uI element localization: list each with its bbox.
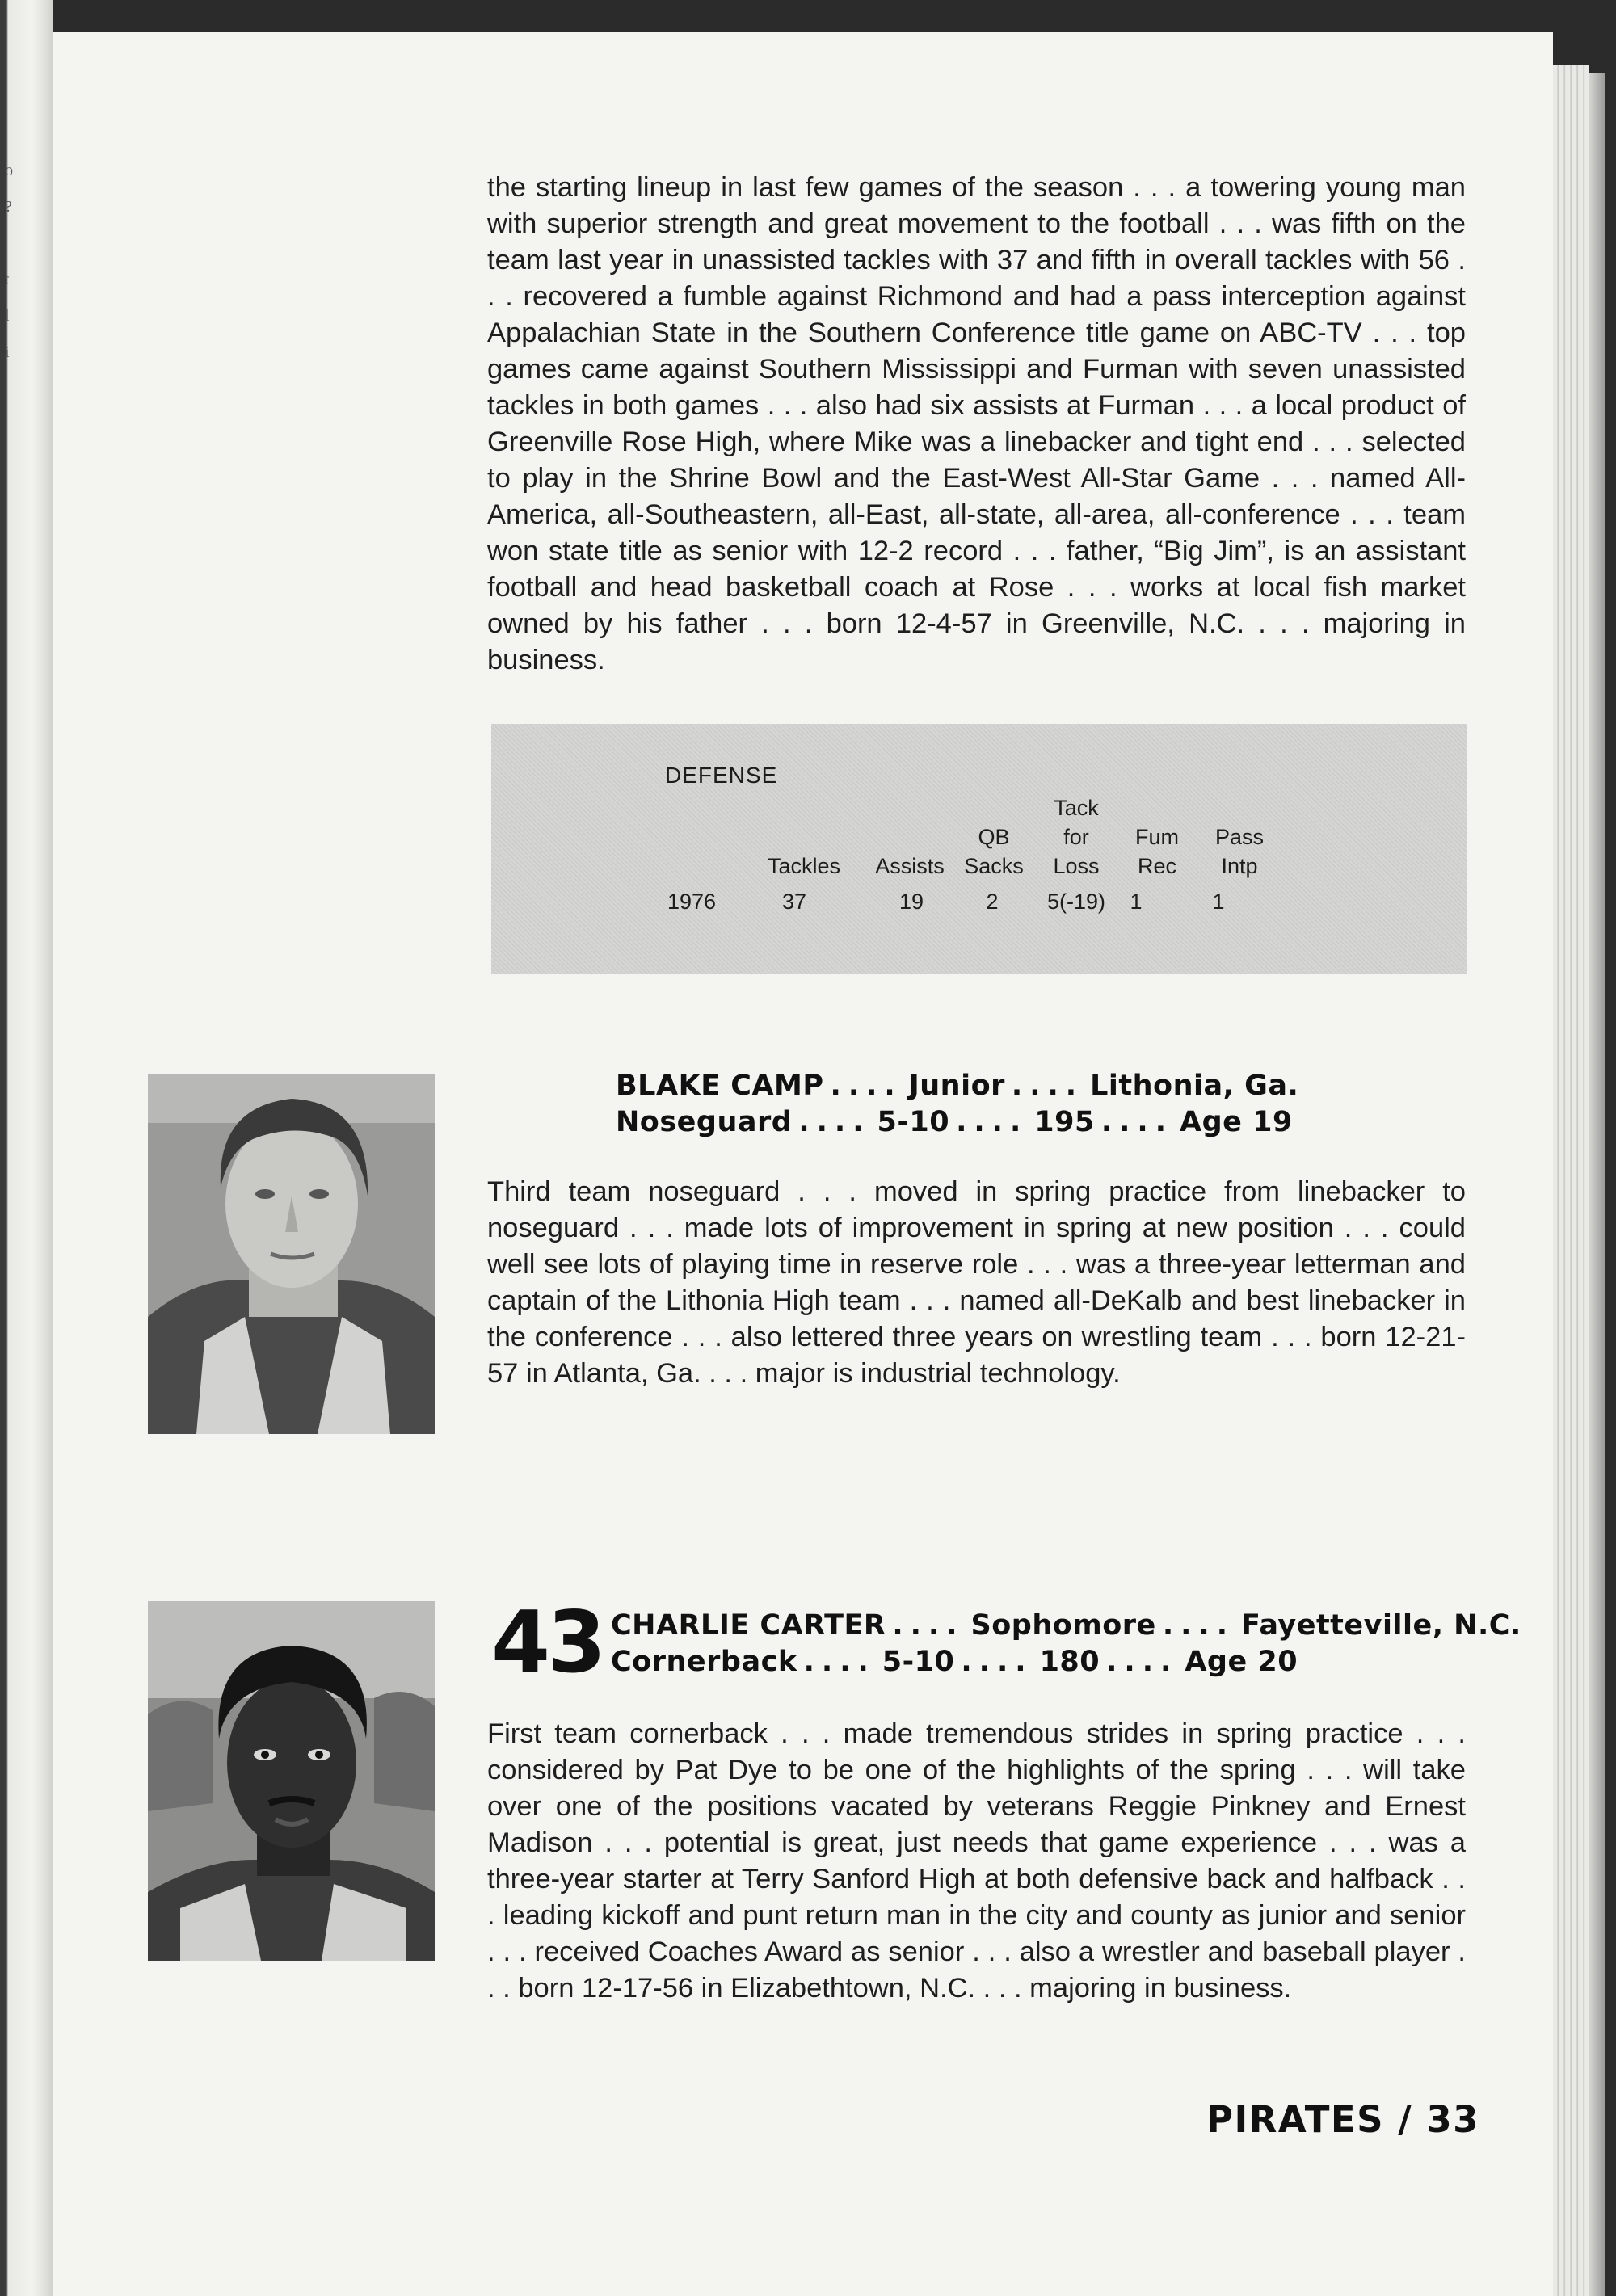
- player-age: Age 20: [1185, 1646, 1298, 1678]
- player-header-line1: CHARLIE CARTER .... Sophomore .... Fayetteville, N.C.: [611, 1609, 1521, 1642]
- header-assists: Assists: [875, 854, 945, 878]
- defense-stats-table: [491, 724, 1467, 974]
- header-fum-2: Rec: [1137, 854, 1176, 878]
- header-tfl-1: Tack: [1054, 796, 1099, 820]
- previous-page-fragment: ?: [5, 198, 12, 216]
- player-header-line2: Noseguard .... 5-10 .... 195 .... Age 19: [616, 1106, 1293, 1138]
- previous-page-fragment: o: [5, 162, 13, 179]
- player-header-line2: Cornerback .... 5-10 .... 180 .... Age 20: [611, 1646, 1298, 1678]
- jersey-number: 43: [491, 1593, 604, 1692]
- player-height: 5-10: [877, 1106, 950, 1138]
- player-hometown: Lithonia, Ga.: [1090, 1070, 1299, 1102]
- binding-edge: [1589, 73, 1605, 2296]
- header-qb-1: QB: [978, 825, 1010, 849]
- header-pass-2: Intp: [1221, 854, 1258, 878]
- player-photo-charlie-carter: [148, 1601, 435, 1961]
- header-qb-2: Sacks: [964, 854, 1024, 878]
- stats-title: DEFENSE: [665, 763, 778, 788]
- player-class: Junior: [908, 1070, 1005, 1102]
- player-height: 5-10: [882, 1646, 955, 1678]
- player-header-line1: BLAKE CAMP .... Junior .... Lithonia, Ga.: [616, 1070, 1299, 1102]
- player-weight: 195: [1034, 1106, 1095, 1138]
- previous-page-edge: [0, 0, 53, 2296]
- header-fum-1: Fum: [1135, 825, 1179, 849]
- player-position: Cornerback: [611, 1646, 797, 1678]
- row-year: 1976: [667, 889, 717, 914]
- header-tfl-2: for: [1063, 825, 1089, 849]
- previous-page-fragment: l: [5, 307, 10, 325]
- player-weight: 180: [1039, 1646, 1100, 1678]
- header-pass-1: Pass: [1214, 825, 1265, 849]
- player-age: Age 19: [1180, 1106, 1293, 1138]
- player-hometown: Fayetteville, N.C.: [1241, 1609, 1521, 1642]
- row-qb-sacks: 2: [986, 889, 999, 914]
- row-assists: 19: [898, 889, 924, 914]
- header-tfl-3: Loss: [1053, 854, 1100, 878]
- player-bio-blake-camp: Third team noseguard . . . moved in spring practice from linebacker to noseguard . . . made lots of improvement in spring at new position . . . could well see lots of playing time in reserve role . . . was a three-year letterman and captain of the Lithonia High team . . . named all-DeKalb and best linebacker in the conference . . . also lettered three years on wrestling team . . . born 12-21-57 in Atlanta, Ga. . . . major is industrial technology.: [487, 1176, 1466, 1389]
- row-pass-int: 1: [1212, 889, 1225, 914]
- player-photo-blake-camp: [148, 1074, 435, 1434]
- player-position: Noseguard: [616, 1106, 793, 1138]
- row-tackles: 37: [781, 889, 807, 914]
- player-name: CHARLIE CARTER: [611, 1609, 886, 1642]
- previous-page-fragment: t: [5, 271, 10, 288]
- page-stack-edge: [1553, 65, 1589, 2296]
- page-footer: PIRATES / 33: [1206, 2098, 1479, 2141]
- row-fum-rec: 1: [1130, 889, 1143, 914]
- player-class: Sophomore: [970, 1609, 1156, 1642]
- header-tackles: Tackles: [767, 854, 841, 878]
- player-bio-charlie-carter: First team cornerback . . . made tremendous strides in spring practice . . . considered by Pat Dye to be one of the highlights of the spring . . . will take over one of the positions vacated by veterans Reggie Pinkney and Ernest Madison . . . potential is great, just needs that game experience . . . was a three-year starter at Terry Sanford High at both defensive back and halfback . . . leading kickoff and punt return man in the city and county as junior and senior . . . received Coaches Award as senior . . . also a wrestler and baseball player . . . born 12-17-56 in Elizabethtown, N.C. . . . majoring in business.: [487, 1718, 1466, 2004]
- continued-bio-text: the starting lineup in last few games of the season . . . a towering young man with superior strength and great movement to the football . . . was fifth on the team last year in unassisted tackles with 37 and fifth in overall tackles with 56 . . . recovered a fumble against Richmond and had a pass interception against Appalachian State in the Southern Conference title game on ABC-TV . . . top games came against Southern Mississippi and Furman with seven unassisted tackles in both games . . . also had six assists at Furman . . . a local product of Greenville Rose High, where Mike was a linebacker and tight end . . . selected to play in the Shrine Bowl and the East-West All-Star Game . . . named All-America, all-Southeastern, all-East, all-state, all-area, all-conference . . . team won state title as senior with 12-2 record . . . father, “Big Jim”, is an assistant football and head basketball coach at Rose . . . works at local fish market owned by his father . . . born 12-4-57 in Greenville, N.C. . . . majoring in business.: [487, 172, 1466, 675]
- row-tfl: 5(-19): [1046, 889, 1106, 914]
- player-name: BLAKE CAMP: [616, 1070, 824, 1102]
- previous-page-fragment: i: [5, 343, 10, 361]
